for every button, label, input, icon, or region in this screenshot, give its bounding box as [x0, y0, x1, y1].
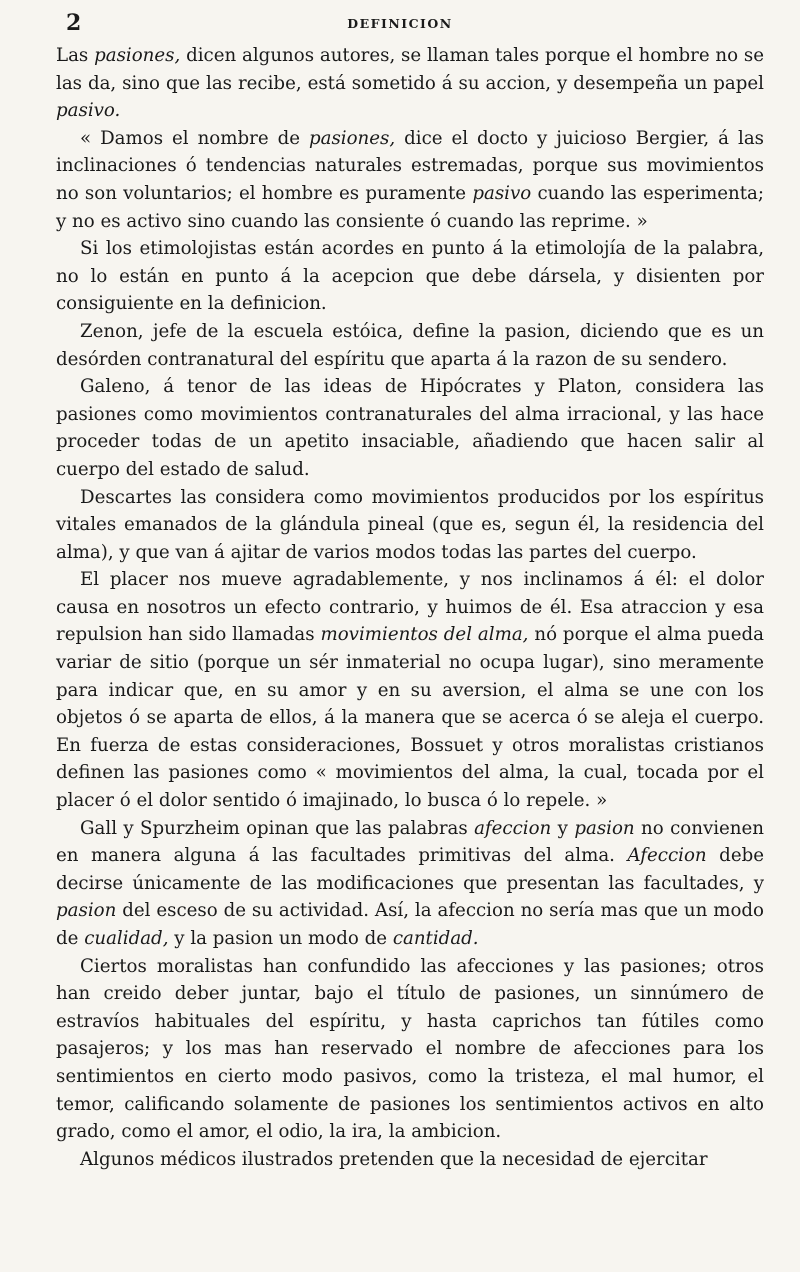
text-run: dice el docto y juicioso Bergier, á las inclinaciones ó tendencias naturales estremadas, porque sus movimientos no son voluntarios; el hombre es puramente: [56, 127, 764, 204]
text-run: Las: [56, 45, 95, 66]
text-run: debe decirse únicamente de las modificaciones que presentan las facultades, y: [56, 845, 764, 894]
italic-text: movimientos del alma,: [320, 624, 529, 646]
paragraph: [56, 953, 764, 1146]
text-run: y la pasion un modo de: [168, 928, 393, 949]
italic-text: Afeccion: [627, 845, 707, 867]
paragraph: [56, 318, 764, 373]
italic-text: pasivo.: [56, 100, 121, 122]
text-run: Zenon, jefe de la escuela estóica, define la pasion, diciendo que es un desórden contranatural del espíritu que aparta á la razon de su sendero.: [56, 320, 764, 370]
paragraph: [56, 1146, 764, 1174]
text-run: « Damos el nombre de: [80, 127, 309, 149]
text-run: del esceso de su actividad. Así, la afeccion no sería mas que un modo de: [56, 900, 764, 949]
page-number: 2: [66, 10, 82, 36]
page-header: [0, 8, 800, 38]
text-run: y: [551, 817, 575, 839]
text-run: nó porque el alma pueda variar de sitio (porque un sér inmaterial no ocupa lugar), sino meramente para indicar que, en su amor y en su aversion, el alma se une con los objetos ó se aparta de ellos, á la manera que se acerca ó se aleja el cuerpo. En fuerza de estas consideraciones, Bossuet y otros moralistas cristianos definen las pasiones como « movimientos del alma, la cual, tocada por el placer ó el dolor sentido ó imajinado, lo busca ó lo repele. »: [56, 624, 764, 812]
text-run: Ciertos moralistas han confundido las afecciones y las pasiones; otros han creido deber juntar, bajo el título de pasiones, un sinnúmero de estravíos habituales del espíritu, y hasta caprichos tan fútiles como pasajeros; y los mas han reservado el nombre de afecciones para los sentimientos en cierto modo pasivos, como la tristeza, el mal humor, el temor, calificando solamente de pasiones los sentimientos activos en alto grado, como el amor, el odio, la ira, la ambicion.: [56, 955, 764, 1143]
italic-text: afeccion: [474, 817, 552, 839]
italic-text: pasion: [56, 900, 117, 922]
italic-text: pasivo: [472, 182, 532, 204]
paragraph: [56, 125, 764, 235]
italic-text: cantidad.: [392, 928, 479, 949]
text-run: Algunos médicos ilustrados pretenden que la necesidad de ejercitar: [80, 1148, 708, 1170]
italic-text: cualidad,: [84, 928, 169, 949]
body-text: [56, 42, 764, 1173]
paragraph: [56, 566, 764, 814]
paragraph: [56, 373, 764, 483]
paragraph: [56, 235, 764, 318]
paragraph: [56, 815, 764, 953]
paragraph: [56, 42, 764, 125]
text-run: El placer nos mueve agradablemente, y nos inclinamos á él: el dolor causa en nosotros un efecto contrario, y huimos de él. Esa atraccion y esa repulsion han sido llamadas: [56, 569, 764, 646]
italic-text: pasiones,: [94, 45, 181, 66]
text-run: Galeno, á tenor de las ideas de Hipócrates y Platon, considera las pasiones como movimientos contranaturales del alma irracional, y las hace proceder todas de un apetito insaciable, añadiendo que hacen salir al cuerpo del estado de salud.: [56, 376, 764, 480]
running-head: DEFINICION: [347, 16, 453, 31]
italic-text: pasion: [574, 817, 635, 839]
text-run: dicen algunos autores, se llaman tales porque el hombre no se las da, sino que las recibe, está sometido á su accion, y desempeña un papel: [56, 45, 764, 94]
text-run: Descartes las considera como movimientos producidos por los espíritus vitales emanados de la glándula pineal (que es, segun él, la residencia del alma), y que van á ajitar de varios modos todas las partes del cuerpo.: [56, 486, 764, 563]
text-run: Gall y Spurzheim opinan que las palabras: [80, 817, 475, 839]
italic-text: pasiones,: [308, 127, 396, 149]
text-run: cuando las esperimenta; y no es activo sino cuando las consiente ó cuando las reprime. »: [56, 182, 765, 232]
paragraph: [56, 484, 764, 567]
text-run: Si los etimolojistas están acordes en punto á la etimolojía de la palabra, no lo están en punto á la acepcion que debe dársela, y disienten por consiguiente en la definicion.: [56, 238, 764, 315]
text-run: no convienen en manera alguna á las facultades primitivas del alma.: [56, 817, 764, 867]
